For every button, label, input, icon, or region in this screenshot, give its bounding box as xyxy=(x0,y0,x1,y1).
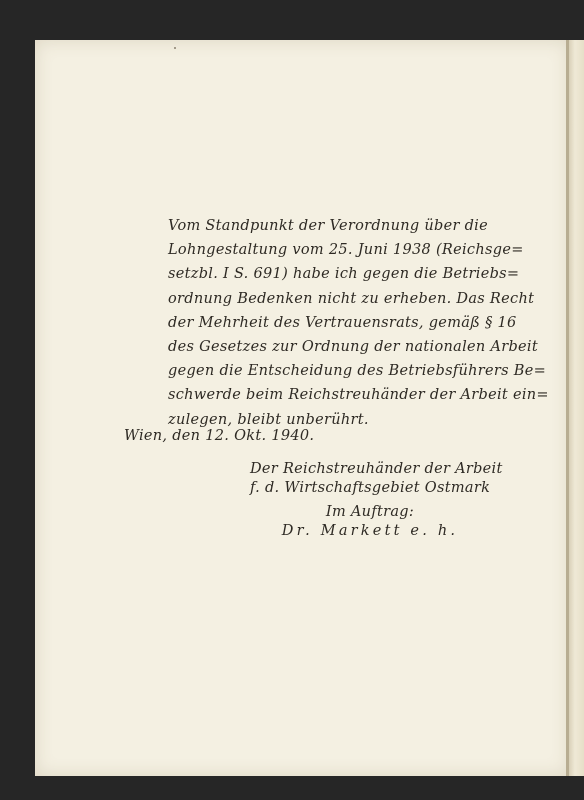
signature-authority: Der Reichstreuhänder der Arbeit xyxy=(250,461,503,477)
place-date: Wien, den 12. Okt. 1940. xyxy=(124,428,315,444)
signature-block xyxy=(250,460,503,540)
paragraph-line: der Mehrheit des Vertrauensrats, gemäß § 16 xyxy=(168,314,517,331)
facing-page-edge xyxy=(569,40,584,776)
paragraph-line: ordnung Bedenken nicht zu erheben. Das Recht xyxy=(168,290,535,307)
paragraph-line: schwerde beim Reichstreuhänder der Arbeit ein= xyxy=(168,387,549,404)
paragraph-line: des Gesetzes zur Ordnung der nationalen Arbeit xyxy=(168,339,538,356)
body-paragraph xyxy=(168,214,549,432)
paragraph-line: Vom Standpunkt der Verordnung über die xyxy=(168,218,488,234)
paper-speck xyxy=(174,47,176,49)
paragraph-line: setzbl. I S. 691) habe ich gegen die Betriebs= xyxy=(168,266,520,283)
signature-signer: Dr. Markett e. h. xyxy=(281,522,459,539)
paragraph-line: Lohngestaltung vom 25. Juni 1938 (Reichsge= xyxy=(168,242,524,259)
signature-region: f. d. Wirtschaftsgebiet Ostmark xyxy=(250,479,491,496)
signature-on-behalf: Im Auftrag: xyxy=(325,504,415,520)
paragraph-line: gegen die Entscheidung des Betriebsführers Be= xyxy=(168,363,547,380)
paragraph-line: zulegen, bleibt unberührt. xyxy=(168,411,369,428)
